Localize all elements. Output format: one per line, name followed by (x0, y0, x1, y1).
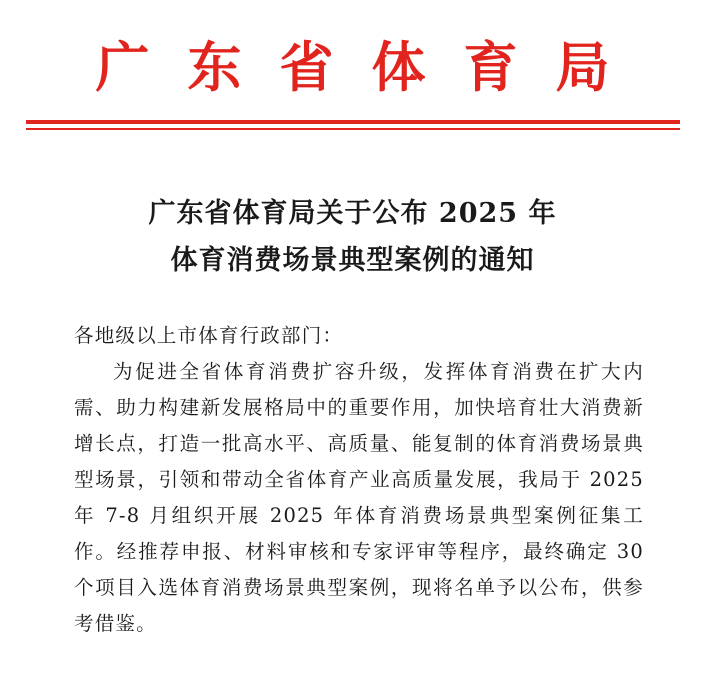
agency-char: 东 (187, 36, 242, 99)
agency-char: 省 (279, 36, 334, 99)
salutation: 各地级以上市体育行政部门： (74, 324, 344, 347)
agency-char: 局 (555, 36, 610, 99)
body-paragraph: 为促进全省体育消费扩容升级，发挥体育消费在扩大内需、助力构建新发展格局中的重要作用，加快培育壮大消费新增长点，打造一批高水平、高质量、能复制的体育消费场景典型场景，引领和带动全省体育产业高质量发展，我局于 2025 年 7-8 月组织开展 2025 年体育消费场景典型案例征集工作。经推荐申报、材料审核和专家评审等程序，最终确定 30 个项目入选体育消费场景典型案例，现将名单予以公布，供参考借鉴。 (74, 360, 644, 635)
document-title (0, 190, 705, 284)
header-divider-thick (26, 120, 680, 124)
agency-char: 育 (463, 36, 518, 99)
agency-header (0, 28, 705, 108)
agency-char: 体 (371, 36, 426, 99)
header-divider-thin (26, 128, 680, 130)
agency-char: 广 (95, 36, 150, 99)
title-line-2: 体育消费场景典型案例的通知 (170, 245, 535, 276)
document-body (74, 318, 644, 642)
title-line-1: 广东省体育局关于公布 2025 年 (148, 198, 557, 229)
